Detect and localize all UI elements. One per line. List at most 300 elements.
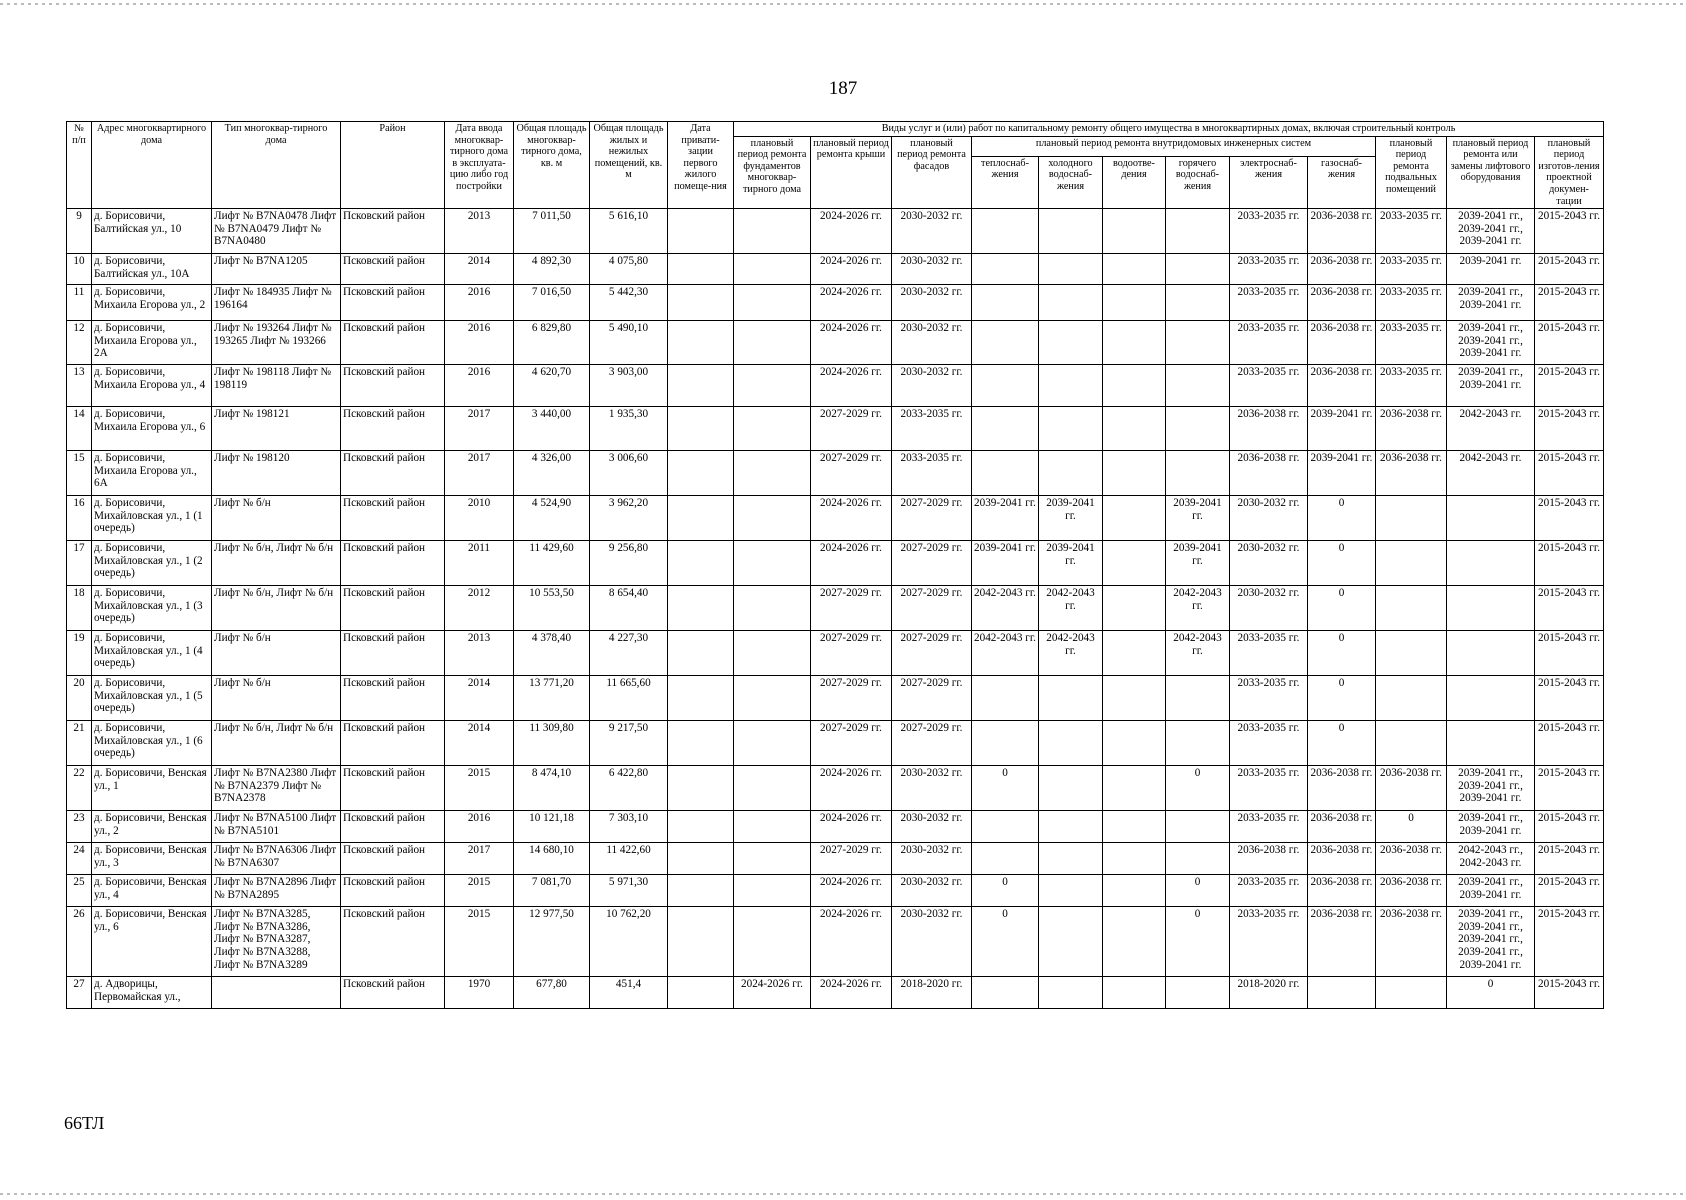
cell-addr: д. Борисовичи, Михаила Егорова ул., 6А	[92, 451, 212, 496]
cell-n: 14	[67, 407, 92, 451]
cell-n: 21	[67, 721, 92, 766]
cell-design: 2015-2043 гг.	[1535, 541, 1604, 586]
cell-roof: 2027-2029 гг.	[811, 586, 892, 631]
table-row	[67, 254, 1604, 285]
cell-base	[1376, 676, 1447, 721]
cell-facade: 2033-2035 гг.	[892, 407, 972, 451]
cell-elec: 2033-2035 гг.	[1230, 907, 1308, 977]
cell-facade: 2030-2032 гг.	[892, 321, 972, 365]
table-row	[67, 907, 1604, 977]
cell-facade: 2030-2032 гг.	[892, 843, 972, 875]
cell-gas: 0	[1308, 496, 1376, 541]
cell-base: 2036-2038 гг.	[1376, 907, 1447, 977]
cell-year: 2015	[445, 907, 514, 977]
cell-addr: д. Борисовичи, Венская ул., 1	[92, 766, 212, 811]
cell-base	[1376, 541, 1447, 586]
cell-priv	[668, 977, 734, 1009]
cell-n: 10	[67, 254, 92, 285]
cell-base: 2033-2035 гг.	[1376, 209, 1447, 254]
cell-n: 23	[67, 811, 92, 843]
table-row	[67, 586, 1604, 631]
cell-roof: 2024-2026 гг.	[811, 811, 892, 843]
cell-roof: 2027-2029 гг.	[811, 676, 892, 721]
cell-addr: д. Борисовичи, Балтийская ул., 10	[92, 209, 212, 254]
table-row	[67, 631, 1604, 676]
cell-cold	[1039, 321, 1103, 365]
cell-n: 9	[67, 209, 92, 254]
cell-hot	[1166, 676, 1230, 721]
cell-addr: д. Борисовичи, Михайловская ул., 1 (2 очередь)	[92, 541, 212, 586]
cell-elec: 2033-2035 гг.	[1230, 209, 1308, 254]
cell-hot	[1166, 451, 1230, 496]
col-lift-header: плановый период ремонта или замены лифтового оборудования	[1447, 136, 1535, 209]
cell-n: 16	[67, 496, 92, 541]
cell-gas: 2036-2038 гг.	[1308, 766, 1376, 811]
cell-lift: 2039-2041 гг., 2039-2041 гг.	[1447, 875, 1535, 907]
cell-heat: 0	[972, 875, 1039, 907]
cell-gas: 0	[1308, 586, 1376, 631]
cell-priv	[668, 407, 734, 451]
col-heat-header: теплоснаб-жения	[972, 156, 1039, 208]
cell-total: 4 378,40	[514, 631, 590, 676]
cell-base	[1376, 721, 1447, 766]
cell-elec: 2030-2032 гг.	[1230, 586, 1308, 631]
cell-year: 2016	[445, 321, 514, 365]
cell-hot	[1166, 811, 1230, 843]
col-facade-header: плановый период ремонта фасадов	[892, 136, 972, 209]
cell-priv	[668, 541, 734, 586]
cell-district: Псковский район	[341, 451, 445, 496]
cell-base: 2033-2035 гг.	[1376, 285, 1447, 321]
cell-year: 2013	[445, 209, 514, 254]
cell-premises: 3 903,00	[590, 365, 668, 407]
cell-sewer	[1103, 285, 1166, 321]
cell-district: Псковский район	[341, 365, 445, 407]
cell-lift: 2042-2043 гг., 2042-2043 гг.	[1447, 843, 1535, 875]
cell-sewer	[1103, 676, 1166, 721]
cell-heat: 2042-2043 гг.	[972, 586, 1039, 631]
cell-elec: 2033-2035 гг.	[1230, 811, 1308, 843]
cell-addr: д. Борисовичи, Михаила Егорова ул., 2	[92, 285, 212, 321]
cell-hot	[1166, 407, 1230, 451]
cell-elec: 2033-2035 гг.	[1230, 766, 1308, 811]
cell-premises: 5 490,10	[590, 321, 668, 365]
cell-addr: д. Борисовичи, Михаила Егорова ул., 4	[92, 365, 212, 407]
cell-facade: 2030-2032 гг.	[892, 254, 972, 285]
cell-addr: д. Борисовичи, Михайловская ул., 1 (3 очередь)	[92, 586, 212, 631]
table-row	[67, 407, 1604, 451]
cell-design: 2015-2043 гг.	[1535, 586, 1604, 631]
cell-base: 0	[1376, 811, 1447, 843]
col-design-header: плановый период изготов-ления проектной докумен-тации	[1535, 136, 1604, 209]
cell-roof: 2024-2026 гг.	[811, 496, 892, 541]
cell-sewer	[1103, 254, 1166, 285]
cell-facade: 2033-2035 гг.	[892, 451, 972, 496]
cell-lift: 2039-2041 гг., 2039-2041 гг., 2039-2041 гг.	[1447, 321, 1535, 365]
cell-gas: 0	[1308, 721, 1376, 766]
cell-design: 2015-2043 гг.	[1535, 875, 1604, 907]
cell-sewer	[1103, 541, 1166, 586]
cell-hot	[1166, 721, 1230, 766]
table-row	[67, 365, 1604, 407]
cell-total: 677,80	[514, 977, 590, 1009]
cell-found	[734, 254, 811, 285]
cell-design: 2015-2043 гг.	[1535, 721, 1604, 766]
cell-n: 18	[67, 586, 92, 631]
cell-cold	[1039, 254, 1103, 285]
cell-hot: 2039-2041 гг.	[1166, 541, 1230, 586]
cell-cold	[1039, 721, 1103, 766]
cell-year: 2013	[445, 631, 514, 676]
cell-base: 2036-2038 гг.	[1376, 451, 1447, 496]
cell-heat	[972, 254, 1039, 285]
cell-premises: 10 762,20	[590, 907, 668, 977]
cell-total: 3 440,00	[514, 407, 590, 451]
cell-lift	[1447, 496, 1535, 541]
cell-type: Лифт № B7NA2380 Лифт № B7NA2379 Лифт № B7NA2378	[212, 766, 341, 811]
cell-gas: 0	[1308, 541, 1376, 586]
footer-code: 66ТЛ	[64, 1113, 105, 1133]
cell-priv	[668, 496, 734, 541]
cell-premises: 451,4	[590, 977, 668, 1009]
cell-lift: 2039-2041 гг., 2039-2041 гг., 2039-2041 гг.	[1447, 766, 1535, 811]
cell-heat	[972, 811, 1039, 843]
cell-facade: 2027-2029 гг.	[892, 631, 972, 676]
cell-design: 2015-2043 гг.	[1535, 209, 1604, 254]
cell-year: 2016	[445, 811, 514, 843]
col-type-header: Тип многоквар-тирного дома	[212, 122, 341, 209]
cell-lift: 2039-2041 гг., 2039-2041 гг., 2039-2041 гг.	[1447, 209, 1535, 254]
cell-gas: 0	[1308, 631, 1376, 676]
cell-roof: 2024-2026 гг.	[811, 875, 892, 907]
cell-priv	[668, 631, 734, 676]
cell-sewer	[1103, 321, 1166, 365]
cell-facade: 2018-2020 гг.	[892, 977, 972, 1009]
cell-facade: 2030-2032 гг.	[892, 766, 972, 811]
cell-priv	[668, 321, 734, 365]
cell-base: 2036-2038 гг.	[1376, 407, 1447, 451]
cell-lift: 2039-2041 гг.	[1447, 254, 1535, 285]
cell-base	[1376, 586, 1447, 631]
cell-hot: 0	[1166, 766, 1230, 811]
cell-district: Псковский район	[341, 254, 445, 285]
cell-hot	[1166, 843, 1230, 875]
table-row	[67, 496, 1604, 541]
cell-total: 13 771,20	[514, 676, 590, 721]
table-row	[67, 977, 1604, 1009]
cell-heat: 2039-2041 гг.	[972, 541, 1039, 586]
cell-sewer	[1103, 586, 1166, 631]
cell-addr: д. Борисовичи, Венская ул., 2	[92, 811, 212, 843]
cell-sewer	[1103, 875, 1166, 907]
cell-found	[734, 907, 811, 977]
cell-roof: 2024-2026 гг.	[811, 766, 892, 811]
cell-found	[734, 209, 811, 254]
cell-lift: 2042-2043 гг.	[1447, 451, 1535, 496]
cell-base	[1376, 977, 1447, 1009]
cell-facade: 2027-2029 гг.	[892, 541, 972, 586]
cell-premises: 6 422,80	[590, 766, 668, 811]
cell-total: 11 429,60	[514, 541, 590, 586]
cell-year: 2016	[445, 285, 514, 321]
cell-sewer	[1103, 977, 1166, 1009]
cell-base: 2033-2035 гг.	[1376, 254, 1447, 285]
cell-design: 2015-2043 гг.	[1535, 843, 1604, 875]
table-row	[67, 321, 1604, 365]
cell-type: Лифт № 184935 Лифт № 196164	[212, 285, 341, 321]
cell-type: Лифт № 193264 Лифт № 193265 Лифт № 193266	[212, 321, 341, 365]
cell-n: 19	[67, 631, 92, 676]
cell-district: Псковский район	[341, 907, 445, 977]
cell-roof: 2027-2029 гг.	[811, 407, 892, 451]
cell-n: 22	[67, 766, 92, 811]
cell-total: 4 524,90	[514, 496, 590, 541]
cell-gas: 0	[1308, 676, 1376, 721]
cell-type: Лифт № б/н	[212, 676, 341, 721]
cell-hot	[1166, 321, 1230, 365]
cell-elec: 2018-2020 гг.	[1230, 977, 1308, 1009]
col-hot-water-header: горячего водоснаб-жения	[1166, 156, 1230, 208]
cell-district: Псковский район	[341, 631, 445, 676]
cell-found	[734, 586, 811, 631]
cell-premises: 3 006,60	[590, 451, 668, 496]
cell-year: 1970	[445, 977, 514, 1009]
cell-facade: 2030-2032 гг.	[892, 285, 972, 321]
cell-addr: д. Борисовичи, Михайловская ул., 1 (1 очередь)	[92, 496, 212, 541]
cell-found	[734, 766, 811, 811]
cell-hot: 2042-2043 гг.	[1166, 586, 1230, 631]
cell-cold: 2039-2041 гг.	[1039, 496, 1103, 541]
cell-sewer	[1103, 209, 1166, 254]
cell-roof: 2027-2029 гг.	[811, 451, 892, 496]
cell-cold	[1039, 907, 1103, 977]
cell-district: Псковский район	[341, 766, 445, 811]
cell-priv	[668, 365, 734, 407]
cell-priv	[668, 721, 734, 766]
cell-sewer	[1103, 451, 1166, 496]
cell-facade: 2030-2032 гг.	[892, 811, 972, 843]
cell-addr: д. Борисовичи, Венская ул., 3	[92, 843, 212, 875]
cell-type: Лифт № B7NA1205	[212, 254, 341, 285]
cell-roof: 2024-2026 гг.	[811, 321, 892, 365]
cell-district: Псковский район	[341, 811, 445, 843]
cell-roof: 2024-2026 гг.	[811, 541, 892, 586]
table-row	[67, 875, 1604, 907]
cell-addr: д. Борисовичи, Михаила Егорова ул., 2А	[92, 321, 212, 365]
scan-edge-top	[0, 3, 1686, 5]
cell-gas: 2036-2038 гг.	[1308, 875, 1376, 907]
cell-hot: 0	[1166, 907, 1230, 977]
cell-heat: 2042-2043 гг.	[972, 631, 1039, 676]
cell-design: 2015-2043 гг.	[1535, 254, 1604, 285]
cell-priv	[668, 586, 734, 631]
cell-facade: 2027-2029 гг.	[892, 721, 972, 766]
cell-gas: 2036-2038 гг.	[1308, 811, 1376, 843]
cell-addr: д. Борисовичи, Венская ул., 4	[92, 875, 212, 907]
cell-hot: 2042-2043 гг.	[1166, 631, 1230, 676]
cell-heat	[972, 209, 1039, 254]
cell-facade: 2030-2032 гг.	[892, 875, 972, 907]
cell-premises: 7 303,10	[590, 811, 668, 843]
cell-type	[212, 977, 341, 1009]
cell-premises: 4 227,30	[590, 631, 668, 676]
cell-elec: 2033-2035 гг.	[1230, 676, 1308, 721]
cell-found	[734, 451, 811, 496]
cell-roof: 2027-2029 гг.	[811, 843, 892, 875]
cell-design: 2015-2043 гг.	[1535, 321, 1604, 365]
cell-cold	[1039, 676, 1103, 721]
cell-type: Лифт № B7NA2896 Лифт № B7NA2895	[212, 875, 341, 907]
cell-year: 2014	[445, 254, 514, 285]
cell-design: 2015-2043 гг.	[1535, 365, 1604, 407]
table-row	[67, 676, 1604, 721]
cell-elec: 2033-2035 гг.	[1230, 721, 1308, 766]
cell-hot	[1166, 254, 1230, 285]
cell-district: Псковский район	[341, 721, 445, 766]
cell-n: 12	[67, 321, 92, 365]
cell-type: Лифт № B7NA3285, Лифт № B7NA3286, Лифт № B7NA3287, Лифт № B7NA3288, Лифт № B7NA3289	[212, 907, 341, 977]
cell-total: 4 892,30	[514, 254, 590, 285]
cell-lift: 2039-2041 гг., 2039-2041 гг.	[1447, 365, 1535, 407]
cell-district: Псковский район	[341, 496, 445, 541]
cell-n: 15	[67, 451, 92, 496]
cell-n: 24	[67, 843, 92, 875]
cell-cold	[1039, 365, 1103, 407]
table-row	[67, 811, 1604, 843]
cell-lift	[1447, 721, 1535, 766]
col-roof-header: плановый период ремонта крыши	[811, 136, 892, 209]
cell-district: Псковский район	[341, 875, 445, 907]
cell-facade: 2030-2032 гг.	[892, 209, 972, 254]
cell-priv	[668, 811, 734, 843]
cell-cold	[1039, 811, 1103, 843]
cell-roof: 2027-2029 гг.	[811, 721, 892, 766]
cell-total: 14 680,10	[514, 843, 590, 875]
cell-design: 2015-2043 гг.	[1535, 496, 1604, 541]
cell-district: Псковский район	[341, 407, 445, 451]
cell-elec: 2030-2032 гг.	[1230, 541, 1308, 586]
cell-n: 25	[67, 875, 92, 907]
cell-gas	[1308, 977, 1376, 1009]
cell-found	[734, 365, 811, 407]
cell-elec: 2033-2035 гг.	[1230, 321, 1308, 365]
cell-heat	[972, 321, 1039, 365]
cell-gas: 2036-2038 гг.	[1308, 254, 1376, 285]
cell-design: 2015-2043 гг.	[1535, 676, 1604, 721]
cell-type: Лифт № 198120	[212, 451, 341, 496]
cell-cold	[1039, 875, 1103, 907]
header-row-1	[67, 122, 1604, 137]
cell-elec: 2033-2035 гг.	[1230, 875, 1308, 907]
cell-found	[734, 676, 811, 721]
cell-type: Лифт № б/н	[212, 496, 341, 541]
cell-type: Лифт № B7NA0478 Лифт № B7NA0479 Лифт № B7NA0480	[212, 209, 341, 254]
cell-hot	[1166, 365, 1230, 407]
scan-edge-bottom	[0, 1193, 1686, 1195]
col-foundation-header: плановый период ремонта фундаментов многоквар-тирного дома	[734, 136, 811, 209]
cell-design: 2015-2043 гг.	[1535, 451, 1604, 496]
cell-found	[734, 811, 811, 843]
col-electric-header: электроснаб-жения	[1230, 156, 1308, 208]
cell-lift	[1447, 676, 1535, 721]
cell-premises: 11 665,60	[590, 676, 668, 721]
cell-gas: 2036-2038 гг.	[1308, 209, 1376, 254]
table-row	[67, 843, 1604, 875]
cell-cold	[1039, 451, 1103, 496]
cell-year: 2014	[445, 721, 514, 766]
cell-found	[734, 496, 811, 541]
cell-district: Псковский район	[341, 977, 445, 1009]
cell-type: Лифт № 198118 Лифт № 198119	[212, 365, 341, 407]
cell-premises: 11 422,60	[590, 843, 668, 875]
col-gas-header: газоснаб-жения	[1308, 156, 1376, 208]
cell-priv	[668, 451, 734, 496]
cell-gas: 2036-2038 гг.	[1308, 285, 1376, 321]
cell-sewer	[1103, 843, 1166, 875]
cell-premises: 5 971,30	[590, 875, 668, 907]
col-num-header: № п/п	[67, 122, 92, 209]
cell-addr: д. Борисовичи, Михаила Егорова ул., 6	[92, 407, 212, 451]
cell-base	[1376, 631, 1447, 676]
cell-design: 2015-2043 гг.	[1535, 811, 1604, 843]
cell-cold	[1039, 977, 1103, 1009]
page-number: 187	[828, 78, 858, 99]
cell-elec: 2036-2038 гг.	[1230, 407, 1308, 451]
cell-year: 2015	[445, 766, 514, 811]
cell-found	[734, 321, 811, 365]
cell-hot	[1166, 285, 1230, 321]
cell-district: Псковский район	[341, 541, 445, 586]
cell-sewer	[1103, 496, 1166, 541]
cell-addr: д. Борисовичи, Венская ул., 6	[92, 907, 212, 977]
cell-addr: д. Борисовичи, Балтийская ул., 10А	[92, 254, 212, 285]
cell-heat: 2039-2041 гг.	[972, 496, 1039, 541]
cell-cold	[1039, 285, 1103, 321]
cell-hot: 0	[1166, 875, 1230, 907]
cell-lift	[1447, 541, 1535, 586]
cell-year: 2012	[445, 586, 514, 631]
cell-type: Лифт № б/н	[212, 631, 341, 676]
cell-district: Псковский район	[341, 321, 445, 365]
cell-total: 11 309,80	[514, 721, 590, 766]
cell-n: 20	[67, 676, 92, 721]
cell-heat	[972, 676, 1039, 721]
cell-priv	[668, 285, 734, 321]
cell-district: Псковский район	[341, 209, 445, 254]
cell-lift: 2042-2043 гг.	[1447, 407, 1535, 451]
cell-elec: 2033-2035 гг.	[1230, 631, 1308, 676]
cell-total: 7 016,50	[514, 285, 590, 321]
table-row	[67, 721, 1604, 766]
cell-hot	[1166, 977, 1230, 1009]
cell-lift: 2039-2041 гг., 2039-2041 гг., 2039-2041 гг., 2039-2041 гг., 2039-2041 гг.	[1447, 907, 1535, 977]
cell-facade: 2030-2032 гг.	[892, 907, 972, 977]
cell-cold: 2039-2041 гг.	[1039, 541, 1103, 586]
cell-district: Псковский район	[341, 843, 445, 875]
cell-base: 2036-2038 гг.	[1376, 843, 1447, 875]
cell-priv	[668, 875, 734, 907]
cell-sewer	[1103, 766, 1166, 811]
cell-roof: 2024-2026 гг.	[811, 285, 892, 321]
cell-type: Лифт № б/н, Лифт № б/н	[212, 721, 341, 766]
cell-priv	[668, 766, 734, 811]
cell-cold: 2042-2043 гг.	[1039, 631, 1103, 676]
cell-roof: 2027-2029 гг.	[811, 631, 892, 676]
cell-premises: 1 935,30	[590, 407, 668, 451]
cell-heat	[972, 451, 1039, 496]
table-row	[67, 209, 1604, 254]
cell-base	[1376, 496, 1447, 541]
